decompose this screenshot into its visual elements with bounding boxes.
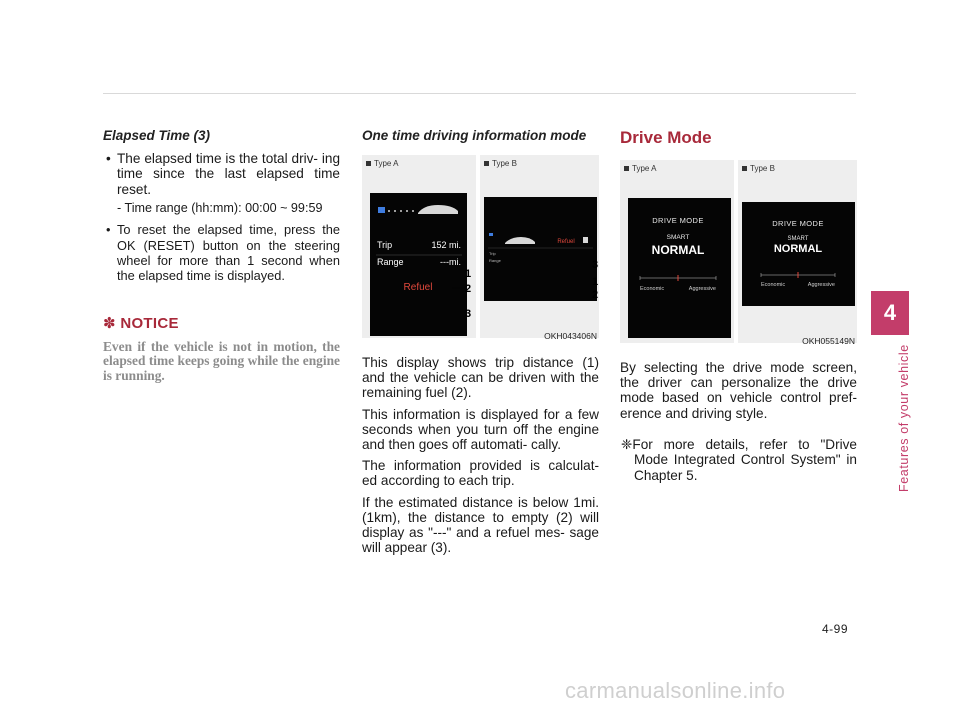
chapter-tab: 4 [871, 291, 909, 335]
callout-2-a: 2 [465, 283, 472, 295]
column-drive-mode [620, 128, 857, 483]
range-value: ---mi. [440, 257, 461, 267]
reference-note: ❈For more details, refer to "Drive Mode Integrated Control System" in Chapter 5. [621, 436, 857, 483]
bullet-elapsed-definition: • The elapsed time is the total driv- ing time since the last elapsed time reset. [106, 151, 340, 197]
aggressive-label-b: Aggressive [807, 282, 835, 288]
trip-value: 152 mi. [431, 240, 461, 250]
trip-label: Trip [377, 240, 393, 250]
drive-mode-figure [620, 160, 857, 350]
callout-1-a: 1 [465, 268, 472, 280]
bullet-dot: • [106, 151, 111, 166]
bullet-dot: • [106, 222, 111, 238]
type-b-screen [484, 197, 597, 301]
para-calculated-per-trip: The information provided is calculat- ed according to each trip. [362, 458, 599, 489]
chapter-label: Features of your vehicle [897, 344, 911, 492]
economic-label-a: Economic [640, 286, 665, 292]
economic-label-b: Economic [761, 282, 786, 288]
para-drive-mode: By selecting the drive mode screen, the driver can personalize the drive mode based on vehicle control pref- erence and driving style. [620, 360, 857, 421]
para-display-duration: This information is displayed for a few seconds when you turn off the engine and then goes off automati- cally. [362, 406, 599, 453]
range-label: Range [377, 257, 404, 267]
drive-mode-title-b: DRIVE MODE [772, 219, 824, 228]
column-one-time-info [362, 128, 599, 561]
aggressive-label-a: Aggressive [688, 286, 716, 292]
callout-2-b: 2 [592, 289, 599, 301]
type-b-label: Type B [742, 164, 775, 173]
callout-3-a: 3 [465, 308, 472, 320]
mode-value-b: NORMAL [773, 243, 823, 255]
range-label-b: Range [489, 258, 501, 263]
one-time-info-screens [362, 155, 599, 345]
page-number: 4-99 [822, 622, 849, 636]
fuel-gauge-icon-b [489, 233, 493, 236]
para-refuel-message: If the estimated distance is below 1mi. (1km), the distance to empty (2) will display as "---" and a refuel mes- sage will appear (3). [362, 494, 599, 556]
fuel-pump-icon [583, 237, 588, 243]
one-time-info-heading: One time driving information mode [362, 128, 587, 143]
type-b-label: Type B [484, 159, 517, 168]
drive-mode-screens [620, 160, 857, 350]
figure-code: OKH055149N [802, 336, 855, 346]
callout-3-b: 3 [592, 259, 599, 271]
figure-code: OKH043406N [544, 331, 597, 341]
bullet-reset-instruction: • To reset the elapsed time, press the OK (RESET) button on the steering wheel for more than 1 second when the elapsed time is displayed. [106, 222, 340, 284]
mode-value-a: NORMAL [651, 243, 705, 257]
elapsed-time-heading: Elapsed Time (3) [103, 128, 211, 143]
smart-label-a: SMART [666, 234, 690, 241]
column-elapsed-time [103, 128, 340, 383]
refuel-message: Refuel [403, 282, 433, 293]
refuel-message-b: Refuel [557, 239, 575, 245]
type-a-label: Type A [624, 164, 656, 173]
time-range: - Time range (hh:mm): 00:00 ~ 99:59 [117, 201, 323, 216]
type-a-label: Type A [366, 159, 398, 168]
notice-title: ✽ NOTICE [103, 314, 179, 332]
top-rule [103, 93, 856, 94]
fuel-gauge-icon [378, 207, 385, 213]
callout-1-b: 1 [592, 276, 599, 288]
drive-mode-heading: Drive Mode [620, 128, 712, 147]
para-trip-distance: This display shows trip distance (1) and the vehicle can be driven with the remaining fuel (2). [362, 355, 599, 401]
notice-body: Even if the vehicle is not in motion, the elapsed time keeps going while the engine is running. [103, 338, 340, 383]
trip-label-b: Trip [489, 251, 496, 256]
one-time-info-figure [362, 155, 599, 345]
watermark: carmanualsonline.info [565, 678, 786, 703]
smart-label-b: SMART [787, 236, 809, 242]
drive-mode-title-a: DRIVE MODE [652, 216, 704, 225]
